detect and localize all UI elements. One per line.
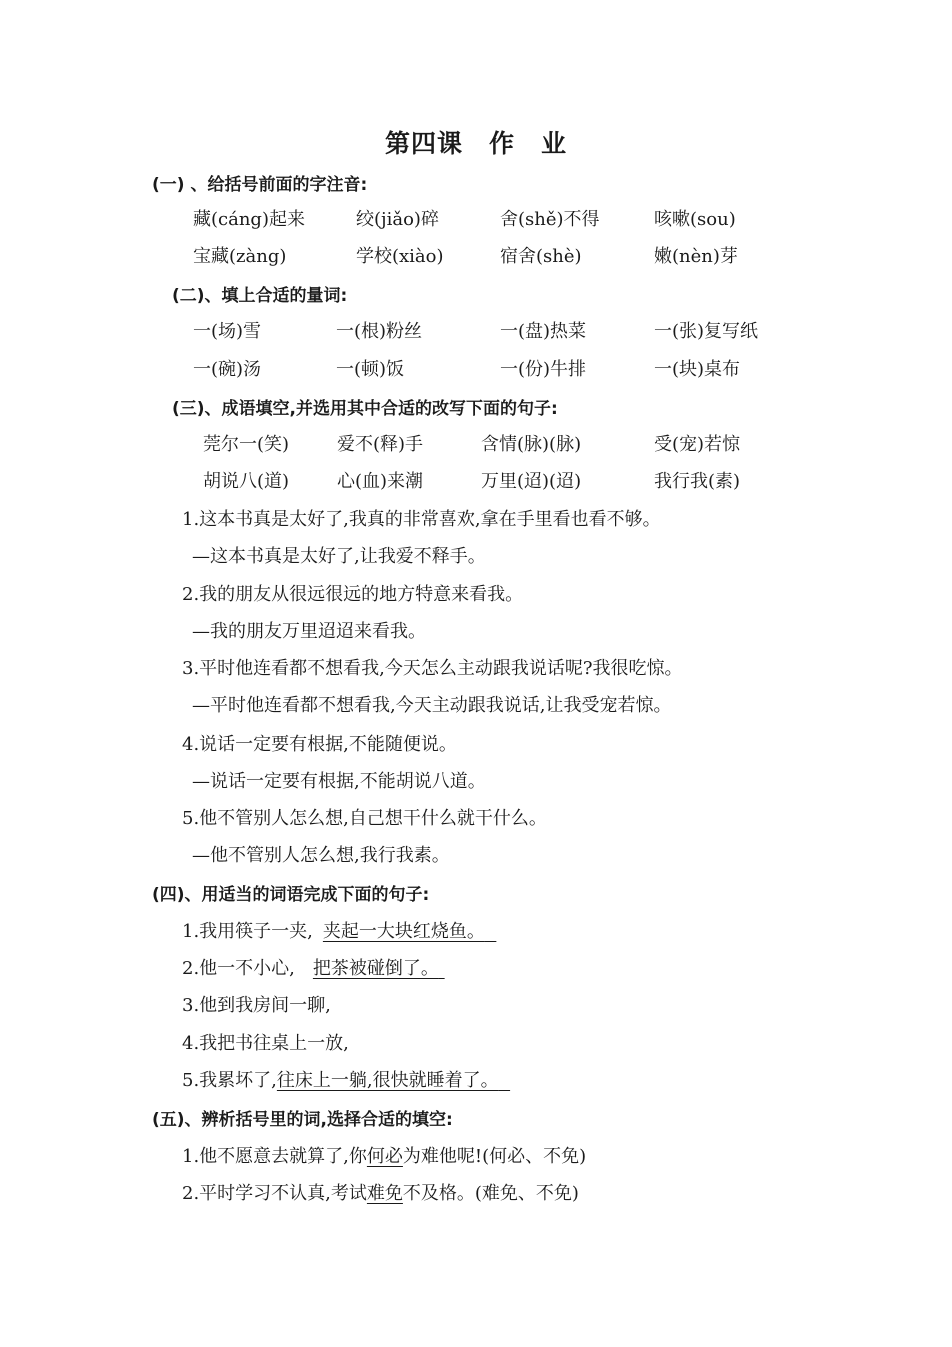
idiom-item: 万里(迢)(迢) xyxy=(481,471,582,492)
rewrite-question: 4.说话一定要有根据,不能随便说。 xyxy=(182,734,457,755)
idiom-item: 含情(脉)(脉) xyxy=(481,434,582,455)
pinyin-item: 宝藏(zàng) xyxy=(193,246,287,267)
section-5-heading: (五)、辨析括号里的词,选择合适的填空: xyxy=(152,1110,453,1130)
idiom-item: 莞尔一(笑) xyxy=(203,434,290,455)
measure-word-item: 一(盘)热菜 xyxy=(500,321,587,342)
word-choice-item xyxy=(182,1145,586,1169)
word-choice-item xyxy=(182,1182,579,1206)
rewrite-question: 5.他不管别人怎么想,自己想干什么就干什么。 xyxy=(182,808,547,829)
idiom-item: 心(血)来潮 xyxy=(337,471,424,492)
word-choice-pre: 1.他不愿意去就算了,你 xyxy=(182,1146,367,1167)
measure-word-item: 一(顿)饭 xyxy=(336,359,405,380)
completion-prefix: 3.他到我房间一聊, xyxy=(182,995,331,1016)
completion-item xyxy=(182,1032,349,1056)
idiom-item: 爱不(释)手 xyxy=(337,434,424,455)
idiom-item: 受(宠)若惊 xyxy=(654,434,741,455)
pinyin-item: 绞(jiǎo)碎 xyxy=(356,209,439,230)
word-choice-answer: 何必 xyxy=(366,1146,403,1167)
completion-prefix: 2.他一不小心, xyxy=(182,958,295,979)
measure-word-item: 一(张)复写纸 xyxy=(654,321,759,342)
word-choice-pre: 2.平时学习不认真,考试 xyxy=(182,1183,367,1204)
measure-word-item: 一(场)雪 xyxy=(193,321,262,342)
completion-item xyxy=(182,1069,510,1093)
word-choice-post: 不及格。(难免、不免) xyxy=(402,1183,579,1204)
section-2-heading: (二)、填上合适的量词: xyxy=(172,286,348,306)
completion-item xyxy=(182,957,445,981)
measure-word-item: 一(块)桌布 xyxy=(654,359,741,380)
title-char-2: 业 xyxy=(541,129,568,158)
pinyin-item: 藏(cáng)起来 xyxy=(193,209,305,230)
measure-word-item: 一(根)粉丝 xyxy=(336,321,423,342)
completion-answer: 往床上一躺,很快就睡着了。 xyxy=(276,1070,499,1091)
section-4-heading: (四)、用适当的词语完成下面的句子: xyxy=(152,885,430,905)
section-1-heading: (一) 、给括号前面的字注音: xyxy=(152,175,368,195)
completion-prefix: 4.我把书往桌上一放, xyxy=(182,1033,349,1054)
rewrite-question: 1.这本书真是太好了,我真的非常喜欢,拿在手里看也看不够。 xyxy=(182,509,661,530)
completion-answer: 把茶被碰倒了。 xyxy=(312,958,439,979)
section-3-heading: (三)、成语填空,并选用其中合适的改写下面的句子: xyxy=(172,399,558,419)
measure-word-item: 一(碗)汤 xyxy=(193,359,262,380)
pinyin-item: 嫩(nèn)芽 xyxy=(654,246,738,267)
measure-word-item: 一(份)牛排 xyxy=(500,359,587,380)
rewrite-question: 3.平时他连看都不想看我,今天怎么主动跟我说话呢?我很吃惊。 xyxy=(182,658,683,679)
idiom-item: 我行我(素) xyxy=(654,471,741,492)
rewrite-answer: —这本书真是太好了,让我爱不释手。 xyxy=(192,546,486,567)
pinyin-item: 咳嗽(sou) xyxy=(654,209,736,230)
rewrite-answer: —我的朋友万里迢迢来看我。 xyxy=(192,621,426,642)
idiom-item: 胡说八(道) xyxy=(203,471,290,492)
title-char-1: 作 xyxy=(488,129,515,158)
rewrite-answer: —平时他连看都不想看我,今天主动跟我说话,让我受宠若惊。 xyxy=(192,695,672,716)
pinyin-item: 舍(shě)不得 xyxy=(500,209,600,230)
completion-answer: 夹起一大块红烧鱼。 xyxy=(322,921,485,942)
pinyin-item: 学校(xiào) xyxy=(356,246,444,267)
pinyin-item: 宿舍(shè) xyxy=(500,246,582,267)
word-choice-answer: 难免 xyxy=(366,1183,403,1204)
completion-prefix: 1.我用筷子一夹, xyxy=(182,921,313,942)
title-lesson: 第四课 xyxy=(384,129,463,158)
word-choice-post: 为难他呢!(何必、不免) xyxy=(402,1146,587,1167)
rewrite-answer: —他不管别人怎么想,我行我素。 xyxy=(192,845,450,866)
rewrite-question: 2.我的朋友从很远很远的地方特意来看我。 xyxy=(182,584,524,605)
completion-prefix: 5.我累坏了, xyxy=(182,1070,277,1091)
completion-item xyxy=(182,994,331,1018)
page-title xyxy=(0,124,952,160)
rewrite-answer: —说话一定要有根据,不能胡说八道。 xyxy=(192,771,486,792)
completion-item xyxy=(182,920,496,944)
